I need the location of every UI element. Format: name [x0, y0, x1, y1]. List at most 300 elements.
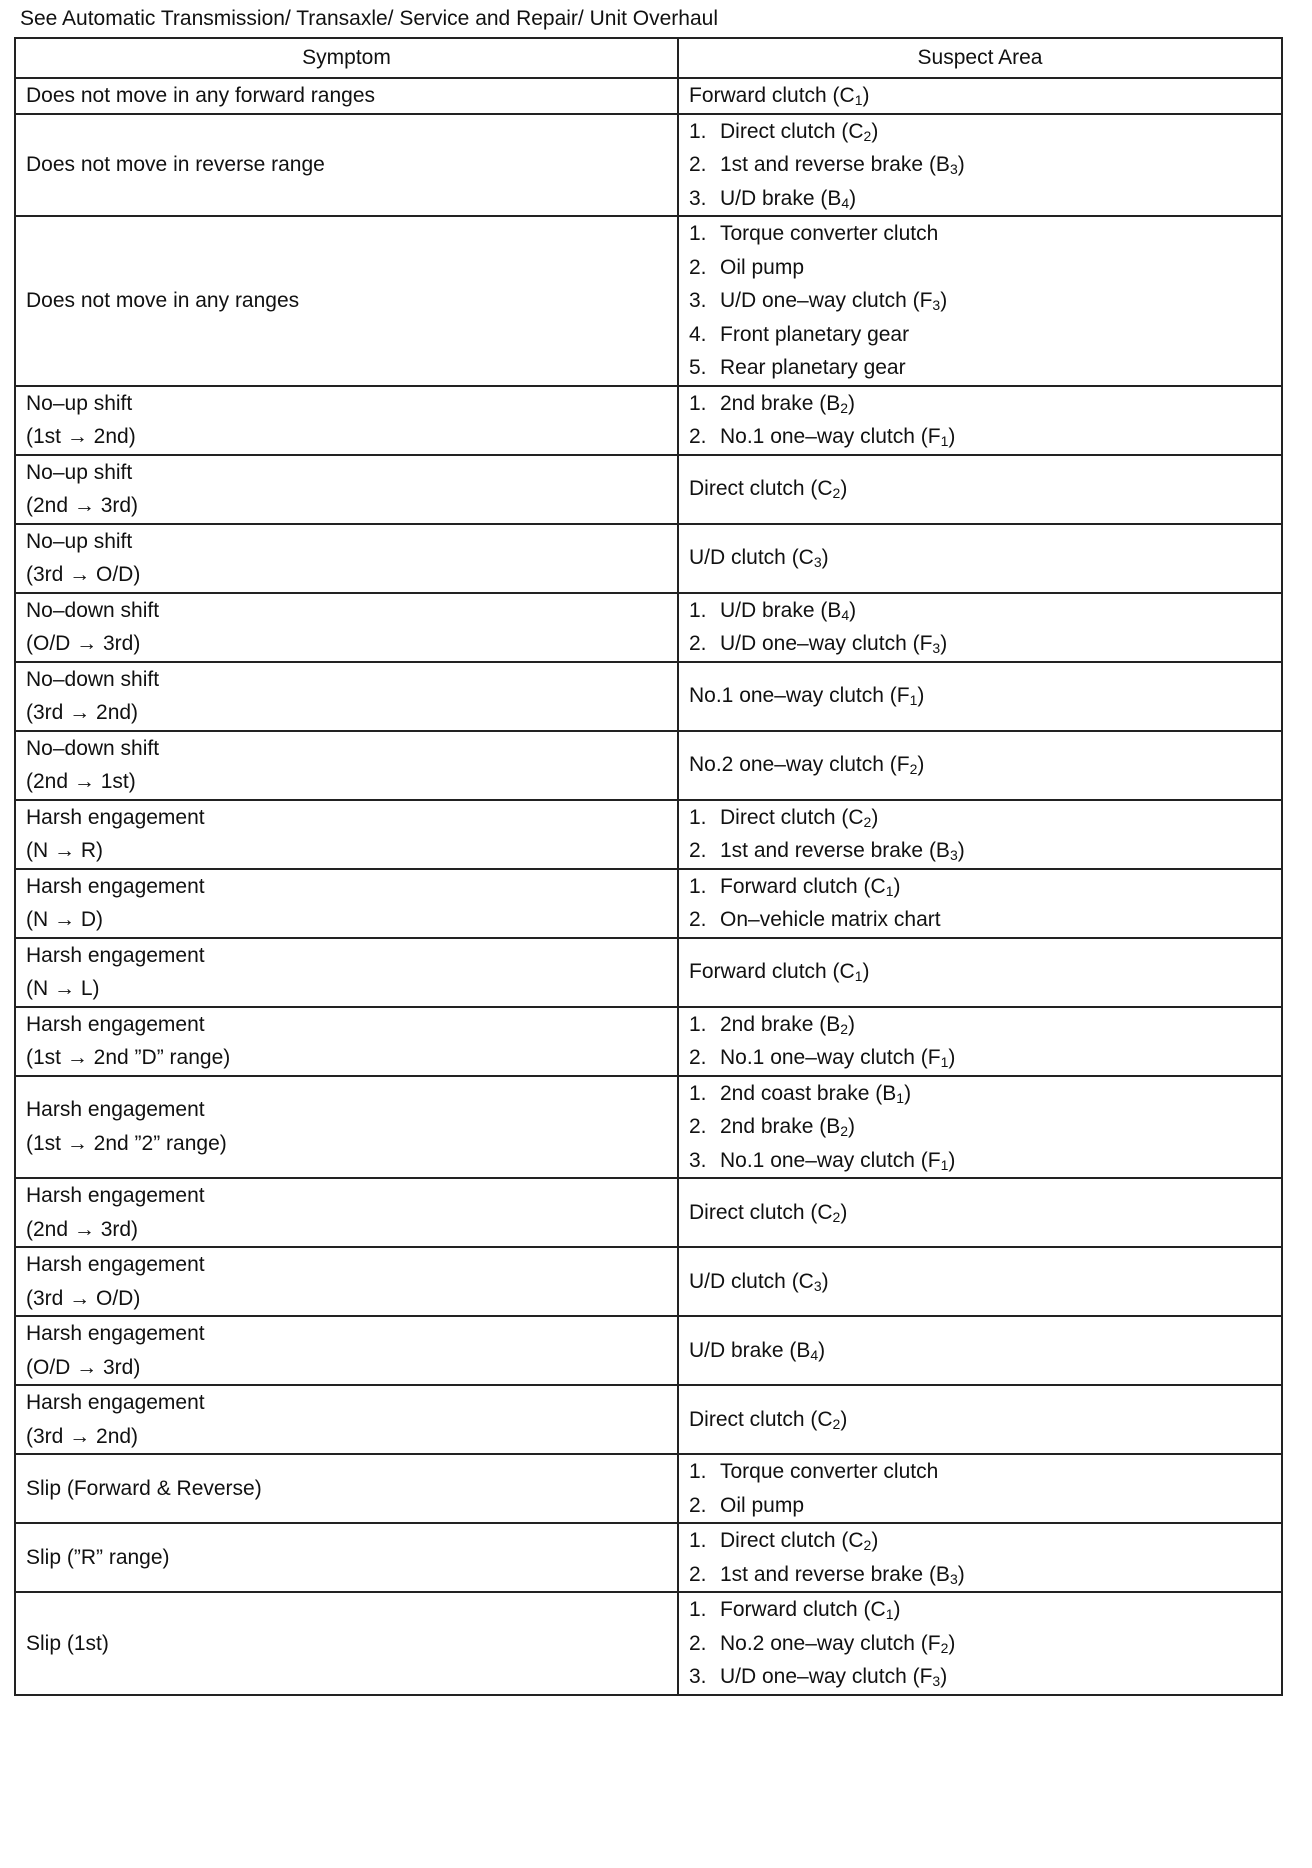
symptom-line: (2nd → 1st) — [26, 770, 136, 793]
symptom-line: Slip (Forward & Reverse) — [26, 1476, 262, 1500]
suspect-item — [689, 679, 1271, 713]
symptom-line: (3rd → O/D) — [26, 563, 141, 586]
symptom-cell — [15, 731, 678, 800]
text-run: ) — [840, 1200, 848, 1224]
symptom-line: (2nd → 3rd) — [26, 494, 139, 517]
text-run: ) — [917, 753, 925, 777]
item-number: 3. — [689, 186, 707, 210]
suspect-text — [720, 387, 855, 421]
suspect-text — [720, 1558, 965, 1592]
text-run: 1st and reverse brake (B — [720, 153, 950, 176]
subscript: 1 — [909, 692, 918, 709]
subscript: 4 — [841, 194, 850, 211]
symptom-line: (1st → 2nd ”D” range) — [26, 1046, 231, 1069]
header-symptom: Symptom — [15, 38, 678, 78]
suspect-item — [689, 1008, 1271, 1042]
symptom-cell — [15, 524, 678, 593]
text-run: ) — [940, 1665, 948, 1688]
text-run: Forward clutch (C — [720, 1598, 886, 1621]
suspect-item — [689, 351, 1271, 385]
subscript: 2 — [909, 761, 918, 778]
suspect-item — [689, 870, 1271, 904]
suspect-text — [720, 1455, 938, 1489]
suspect-area-cell — [678, 114, 1282, 217]
subscript: 3 — [949, 161, 958, 177]
suspect-item — [689, 182, 1271, 216]
suspect-item — [689, 1077, 1271, 1111]
symptom-cell — [15, 1076, 678, 1179]
item-number: 2. — [689, 1562, 707, 1586]
suspect-item — [689, 217, 1271, 251]
text-run: ) — [848, 1115, 856, 1138]
suspect-area-cell — [678, 1178, 1282, 1247]
suspect-item — [689, 594, 1271, 628]
suspect-text — [689, 748, 924, 782]
suspect-item — [689, 748, 1271, 782]
symptom-cell — [15, 1454, 678, 1523]
subscript: 2 — [840, 1123, 849, 1139]
table-body — [15, 78, 1282, 1695]
suspect-text — [720, 627, 947, 661]
symptom-line: (2nd → 3rd) — [26, 1217, 139, 1241]
item-number: 2. — [689, 153, 707, 176]
text-run: ) — [940, 289, 948, 312]
suspect-area-cell — [678, 1385, 1282, 1454]
item-number: 1. — [689, 1460, 707, 1483]
item-number: 2. — [689, 255, 707, 279]
item-number: 3. — [689, 289, 707, 312]
suspect-item — [689, 387, 1271, 421]
symptom-cell — [15, 78, 678, 114]
suspect-text — [689, 955, 870, 989]
suspect-item — [689, 1524, 1271, 1558]
suspect-item — [689, 1455, 1271, 1489]
suspect-item — [689, 1334, 1271, 1368]
symptom-line: (3rd → O/D) — [26, 1286, 141, 1310]
suspect-area-cell — [678, 1316, 1282, 1385]
text-run: Rear planetary gear — [720, 356, 906, 379]
suspect-area-cell — [678, 386, 1282, 455]
suspect-item — [689, 251, 1271, 285]
suspect-text — [720, 1008, 855, 1042]
subscript: 3 — [813, 554, 822, 571]
symptom-line: No–up shift — [26, 529, 133, 553]
subscript: 1 — [854, 92, 863, 108]
symptom-cell — [15, 1316, 678, 1385]
symptom-line: Slip (”R” range) — [26, 1545, 170, 1569]
item-number: 1. — [689, 1598, 707, 1621]
suspect-text — [720, 284, 947, 318]
suspect-area-cell — [678, 1247, 1282, 1316]
subscript: 3 — [932, 297, 941, 313]
table-row — [15, 1316, 1282, 1385]
suspect-item — [689, 472, 1271, 506]
suspect-text — [720, 870, 901, 904]
suspect-text — [720, 1041, 955, 1075]
symptom-line: Slip (1st) — [26, 1631, 109, 1655]
subscript: 2 — [840, 399, 849, 416]
item-number: 2. — [689, 908, 707, 931]
text-run: ) — [948, 1631, 956, 1655]
text-run: ) — [871, 1529, 879, 1552]
text-run: No.1 one–way clutch (F — [689, 684, 910, 708]
symptom-line: (3rd → 2nd) — [26, 701, 139, 724]
symptom-line: Does not move in any forward ranges — [26, 84, 376, 107]
symptom-cell — [15, 1178, 678, 1247]
symptom-line: Harsh engagement — [26, 874, 205, 898]
suspect-text — [720, 1489, 804, 1523]
suspect-text — [689, 472, 847, 506]
suspect-text — [720, 1593, 901, 1627]
text-run: 2nd brake (B — [720, 391, 841, 415]
text-run: Direct clutch (C — [689, 477, 833, 501]
text-run: No.1 one–way clutch (F — [720, 1148, 941, 1172]
text-run: Direct clutch (C — [720, 1529, 864, 1552]
suspect-item — [689, 1144, 1271, 1178]
symptom-line: Harsh engagement — [26, 1012, 205, 1036]
subscript: 2 — [840, 1020, 849, 1037]
text-run: Direct clutch (C — [720, 805, 864, 829]
item-number: 2. — [689, 1493, 707, 1517]
text-run: ) — [840, 1407, 848, 1431]
table-row — [15, 78, 1282, 114]
symptom-line: No–down shift — [26, 736, 160, 760]
text-run: U/D clutch (C — [689, 1269, 814, 1293]
text-run: ) — [840, 477, 848, 501]
item-number: 3. — [689, 1148, 707, 1172]
subscript: 3 — [932, 1673, 941, 1689]
suspect-text — [720, 1660, 947, 1694]
symptom-line: Does not move in any ranges — [26, 289, 300, 312]
subscript: 2 — [832, 1208, 841, 1225]
text-run: ) — [948, 425, 956, 448]
symptom-line: Does not move in reverse range — [26, 153, 325, 176]
suspect-text — [720, 420, 955, 454]
text-run: U/D brake (B — [689, 1338, 811, 1362]
suspect-text — [720, 182, 856, 216]
item-number: 2. — [689, 1631, 707, 1655]
suspect-area-cell — [678, 1454, 1282, 1523]
item-number: 1. — [689, 119, 707, 143]
symptom-table — [14, 37, 1283, 1696]
text-run: 1st and reverse brake (B — [720, 1562, 950, 1586]
subscript: 1 — [940, 1054, 949, 1070]
symptom-line: Harsh engagement — [26, 1322, 205, 1345]
text-run: Forward clutch (C — [689, 84, 855, 107]
text-run: ) — [940, 632, 948, 655]
suspect-area-cell — [678, 1592, 1282, 1695]
symptom-cell — [15, 1592, 678, 1695]
item-number: 2. — [689, 1046, 707, 1069]
text-run: ) — [957, 153, 965, 176]
subscript: 4 — [841, 606, 850, 623]
symptom-cell — [15, 1523, 678, 1592]
suspect-text — [720, 318, 909, 352]
table-row — [15, 524, 1282, 593]
text-run: ) — [893, 1598, 901, 1621]
symptom-line: (3rd → 2nd) — [26, 1424, 139, 1448]
symptom-line: Harsh engagement — [26, 1391, 205, 1414]
table-row — [15, 1385, 1282, 1454]
subscript: 1 — [854, 968, 863, 985]
text-run: ) — [948, 1046, 956, 1069]
symptom-cell — [15, 593, 678, 662]
item-number: 2. — [689, 839, 707, 862]
text-run: U/D one–way clutch (F — [720, 289, 933, 312]
symptom-line: (O/D → 3rd) — [26, 1355, 141, 1379]
suspect-area-cell — [678, 662, 1282, 731]
item-number: 5. — [689, 356, 707, 379]
suspect-text — [720, 1077, 911, 1111]
table-row — [15, 869, 1282, 938]
symptom-cell — [15, 938, 678, 1007]
suspect-text — [689, 541, 829, 575]
text-run: ) — [957, 1562, 965, 1586]
subscript: 1 — [940, 1156, 949, 1173]
suspect-text — [720, 115, 878, 149]
subscript: 2 — [863, 127, 872, 144]
suspect-item — [689, 1403, 1271, 1437]
suspect-area-cell — [678, 1523, 1282, 1592]
suspect-item — [689, 955, 1271, 989]
header-row — [15, 38, 1282, 78]
subscript: 3 — [813, 1277, 822, 1294]
suspect-area-cell — [678, 593, 1282, 662]
symptom-line: Harsh engagement — [26, 805, 205, 829]
text-run: ) — [862, 84, 870, 107]
text-run: U/D one–way clutch (F — [720, 1665, 933, 1688]
suspect-area-cell — [678, 455, 1282, 524]
table-row — [15, 662, 1282, 731]
symptom-cell — [15, 1385, 678, 1454]
text-run: 2nd coast brake (B — [720, 1081, 897, 1105]
text-run: 1st and reverse brake (B — [720, 839, 950, 862]
suspect-item — [689, 627, 1271, 661]
suspect-text — [720, 1524, 878, 1558]
symptom-cell — [15, 455, 678, 524]
suspect-area-cell — [678, 78, 1282, 114]
suspect-item — [689, 1627, 1271, 1661]
text-run: Oil pump — [720, 1493, 805, 1517]
subscript: 2 — [832, 1415, 841, 1432]
subscript: 4 — [810, 1346, 819, 1363]
item-number: 1. — [689, 805, 707, 829]
text-run: U/D brake (B — [720, 598, 842, 622]
suspect-item — [689, 903, 1271, 937]
text-run: On–vehicle matrix chart — [720, 908, 941, 931]
symptom-line: (1st → 2nd) — [26, 425, 136, 448]
suspect-area-cell — [678, 524, 1282, 593]
text-run: ) — [821, 1269, 829, 1293]
suspect-area-cell — [678, 869, 1282, 938]
subscript: 1 — [940, 433, 949, 449]
text-run: No.2 one–way clutch (F — [689, 753, 910, 777]
subscript: 2 — [863, 1537, 872, 1553]
suspect-item — [689, 834, 1271, 868]
suspect-item — [689, 115, 1271, 149]
item-number: 2. — [689, 425, 707, 448]
suspect-area-cell — [678, 731, 1282, 800]
item-number: 1. — [689, 222, 707, 245]
text-run: ) — [871, 805, 879, 829]
suspect-area-cell — [678, 1007, 1282, 1076]
text-run: Front planetary gear — [720, 322, 910, 346]
text-run: Torque converter clutch — [720, 222, 939, 245]
symptom-line: Harsh engagement — [26, 943, 205, 967]
symptom-line: (N → L) — [26, 977, 100, 1000]
header-suspect-area: Suspect Area — [678, 38, 1282, 78]
suspect-area-cell — [678, 216, 1282, 386]
subscript: 1 — [885, 1606, 894, 1622]
table-row — [15, 593, 1282, 662]
table-row — [15, 114, 1282, 217]
subscript: 2 — [940, 1639, 949, 1656]
suspect-text — [720, 594, 856, 628]
suspect-text — [689, 679, 924, 713]
text-run: ) — [917, 684, 925, 708]
item-number: 1. — [689, 874, 707, 898]
subscript: 3 — [949, 847, 958, 863]
suspect-text — [720, 351, 906, 385]
suspect-item — [689, 318, 1271, 352]
suspect-text — [720, 148, 965, 182]
text-run: U/D one–way clutch (F — [720, 632, 933, 655]
symptom-cell — [15, 662, 678, 731]
text-run: Direct clutch (C — [720, 119, 864, 143]
text-run: ) — [871, 119, 879, 143]
text-run: ) — [848, 391, 856, 415]
suspect-text — [720, 903, 941, 937]
table-row — [15, 1076, 1282, 1179]
table-row — [15, 455, 1282, 524]
suspect-item — [689, 1041, 1271, 1075]
symptom-cell — [15, 1247, 678, 1316]
text-run: U/D brake (B — [720, 186, 842, 210]
suspect-item — [689, 541, 1271, 575]
text-run: ) — [904, 1081, 912, 1105]
suspect-item — [689, 1265, 1271, 1299]
suspect-area-cell — [678, 1076, 1282, 1179]
symptom-line: (O/D → 3rd) — [26, 632, 141, 655]
symptom-line: No–down shift — [26, 598, 160, 622]
text-run: 2nd brake (B — [720, 1012, 841, 1036]
text-run: ) — [821, 546, 829, 570]
suspect-item — [689, 284, 1271, 318]
table-row — [15, 1178, 1282, 1247]
suspect-item — [689, 79, 1271, 113]
suspect-item — [689, 801, 1271, 835]
suspect-item — [689, 1196, 1271, 1230]
suspect-text — [720, 834, 965, 868]
text-run: Direct clutch (C — [689, 1407, 833, 1431]
text-run: No.1 one–way clutch (F — [720, 425, 941, 448]
page-heading: See Automatic Transmission/ Transaxle/ Service and Repair/ Unit Overhaul — [20, 7, 718, 30]
table-row — [15, 1007, 1282, 1076]
suspect-item — [689, 420, 1271, 454]
text-run: ) — [818, 1338, 826, 1362]
subscript: 3 — [949, 1570, 958, 1587]
text-run: ) — [957, 839, 965, 862]
table-row — [15, 1454, 1282, 1523]
symptom-line: (N → D) — [26, 908, 103, 931]
item-number: 3. — [689, 1665, 707, 1688]
symptom-line: No–up shift — [26, 391, 133, 415]
item-number: 1. — [689, 598, 707, 622]
text-run: Forward clutch (C — [689, 960, 855, 984]
text-run: ) — [862, 960, 870, 984]
text-run: Forward clutch (C — [720, 874, 886, 898]
table-row — [15, 386, 1282, 455]
suspect-text — [720, 1627, 955, 1661]
suspect-item — [689, 1110, 1271, 1144]
suspect-area-cell — [678, 938, 1282, 1007]
subscript: 3 — [932, 640, 941, 656]
symptom-line: No–down shift — [26, 667, 160, 691]
suspect-text — [720, 1144, 955, 1178]
text-run: Direct clutch (C — [689, 1200, 833, 1224]
symptom-cell — [15, 114, 678, 217]
text-run: Oil pump — [720, 255, 805, 279]
item-number: 2. — [689, 1115, 707, 1138]
subscript: 1 — [896, 1089, 905, 1106]
item-number: 4. — [689, 322, 707, 346]
symptom-line: Harsh engagement — [26, 1184, 205, 1207]
suspect-text — [689, 1334, 825, 1368]
suspect-item — [689, 1489, 1271, 1523]
item-number: 1. — [689, 391, 707, 415]
symptom-line: Harsh engagement — [26, 1098, 205, 1122]
text-run: ) — [849, 186, 857, 210]
suspect-text — [689, 1403, 847, 1437]
symptom-cell — [15, 386, 678, 455]
text-run: No.1 one–way clutch (F — [720, 1046, 941, 1069]
table-row — [15, 1247, 1282, 1316]
suspect-text — [689, 1265, 829, 1299]
suspect-text — [720, 217, 938, 251]
text-run: ) — [848, 1012, 856, 1036]
table-row — [15, 800, 1282, 869]
suspect-item — [689, 1660, 1271, 1694]
symptom-line: (N → R) — [26, 839, 103, 862]
symptom-line: Harsh engagement — [26, 1253, 205, 1276]
subscript: 2 — [863, 813, 872, 830]
suspect-item — [689, 1558, 1271, 1592]
text-run: ) — [893, 874, 901, 898]
symptom-cell — [15, 216, 678, 386]
item-number: 1. — [689, 1012, 707, 1036]
suspect-text — [720, 1110, 855, 1144]
text-run: ) — [948, 1148, 956, 1172]
text-run: ) — [849, 598, 857, 622]
item-number: 2. — [689, 632, 707, 655]
table-row — [15, 938, 1282, 1007]
item-number: 1. — [689, 1529, 707, 1552]
text-run: Torque converter clutch — [720, 1460, 939, 1483]
suspect-item — [689, 1593, 1271, 1627]
table-row — [15, 1592, 1282, 1695]
subscript: 2 — [832, 485, 841, 502]
suspect-text — [720, 251, 804, 285]
suspect-item — [689, 148, 1271, 182]
table-row — [15, 731, 1282, 800]
table-row — [15, 1523, 1282, 1592]
subscript: 1 — [885, 882, 894, 899]
suspect-text — [689, 79, 870, 113]
text-run: No.2 one–way clutch (F — [720, 1631, 941, 1655]
item-number: 1. — [689, 1081, 707, 1105]
symptom-line: No–up shift — [26, 460, 133, 484]
suspect-text — [689, 1196, 847, 1230]
